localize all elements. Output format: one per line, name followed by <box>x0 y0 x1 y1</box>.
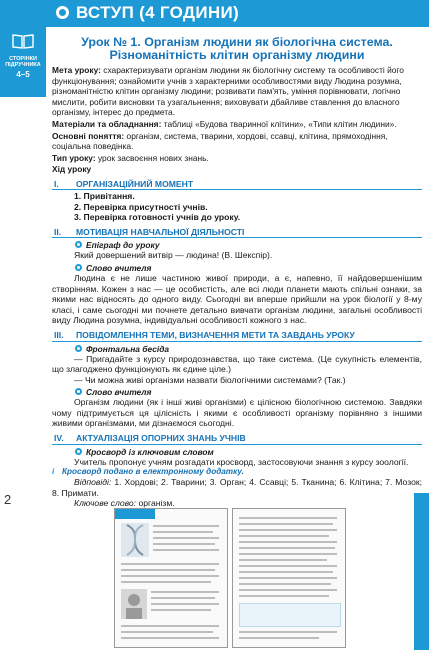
text-line <box>121 563 219 565</box>
sidetab-pages: 4–5 <box>16 70 30 79</box>
type-label: Тип уроку: <box>52 152 96 163</box>
text-line <box>239 565 337 567</box>
teacher-word-subheading <box>52 263 422 273</box>
subheading-label: Фронтальна бесіда <box>86 343 170 354</box>
section-title: АКТУАЛІЗАЦІЯ ОПОРНИХ ЗНАНЬ УЧНІВ <box>76 433 246 444</box>
section-heading-1 <box>52 179 422 191</box>
page-edge-bar <box>414 493 429 650</box>
text-line <box>153 543 215 545</box>
subheading-label: Епіграф до уроку <box>86 240 160 251</box>
list-item: 3. Перевірка готовності учнів до уроку. <box>74 212 241 223</box>
crossword-subheading <box>52 447 422 457</box>
section-number: III. <box>54 330 64 340</box>
answers-label: Відповіді: <box>74 477 112 488</box>
bullet-circle-icon <box>75 264 82 271</box>
subheading-label: Слово вчителя <box>86 387 152 398</box>
concepts-label: Основні поняття: <box>52 130 125 141</box>
text-line <box>153 525 219 527</box>
electronic-note <box>52 467 422 477</box>
section-heading-4 <box>52 433 422 445</box>
chapter-title: ВСТУП (4 ГОДИНИ) <box>76 3 239 22</box>
text-line <box>153 537 219 539</box>
lesson-flow-label: Хід уроку <box>52 164 92 175</box>
sidetab-line1: СТОРІНКИ <box>9 56 37 62</box>
section-title: МОТИВАЦІЯ НАВЧАЛЬНОЇ ДІЯЛЬНОСТІ <box>76 226 245 237</box>
textbook-page-thumbnail-left <box>114 508 228 648</box>
type-text: урок засвоєння нових знань. <box>97 152 209 163</box>
text-line <box>239 529 337 531</box>
epigraph-subheading <box>52 240 422 250</box>
section-heading-3 <box>52 330 422 342</box>
text-line <box>239 523 333 525</box>
text-line <box>239 541 337 543</box>
text-line <box>153 549 219 551</box>
epigraph-text: Який довершений витвір — людина! (В. Шекспір). <box>74 250 273 261</box>
org-moment-list <box>52 191 422 223</box>
frontal-talk-text-2: — Чи можна живі організми назвати біологічними системами? (Так.) <box>74 374 346 385</box>
key-label: Ключове слово: <box>74 498 137 509</box>
frontal-talk-text-1: — Пригадайте з курсу природознавства, що таке система. (Це сукупність елементів, що злагоджено функціонують як єдине ціле.) <box>52 353 422 375</box>
circle-icon <box>56 6 69 19</box>
lesson-type <box>52 153 422 164</box>
text-line <box>121 575 219 577</box>
bullet-circle-icon <box>75 448 82 455</box>
text-line <box>121 637 219 639</box>
crossword-text: Учитель пропонує учням розгадати кросворд, застосовуючи знання з курсу зоології. <box>74 456 409 467</box>
goal-text: схарактеризувати організм людини як біологічну систему та особливості його функціонування; ознайомити учнів з характерними особливостями виду Людина розумна, різноманітністю клітин організму людини; розвивати пам'ять, уміння порівнювати, логічно мислити, робити висновки та узагальнення; виховувати дбайливе ставлення до власного організму, інтерес до предмета. <box>52 65 404 118</box>
text-line <box>239 559 327 561</box>
section-number: II. <box>54 226 62 237</box>
text-line <box>239 589 337 591</box>
text-line <box>239 517 337 519</box>
frontal-talk-subheading <box>52 344 422 354</box>
lesson-materials <box>52 119 422 130</box>
list-item: 2. Перевірка присутності учнів. <box>74 201 208 212</box>
dna-image <box>121 523 149 557</box>
teacher-word-text-2: Організм людини (як і інші живі організми) є цілісною біологічною системою. Завдяки чому підтримується ця цілісність і якими є особливості організму порівняно з іншими живими організмами, ми дізнаємося сьогодні. <box>52 397 422 429</box>
crossword-answers <box>52 477 422 498</box>
sidetab-line2: ПІДРУЧНИКА <box>5 62 41 68</box>
textbook-pages-tab <box>0 27 46 97</box>
text-line <box>121 581 211 583</box>
text-line <box>239 583 331 585</box>
goal-label: Мета уроку: <box>52 65 101 75</box>
key-text: організм. <box>138 498 175 509</box>
page-number: 2 <box>4 492 12 507</box>
text-line <box>239 577 337 579</box>
materials-text: таблиці «Будова тваринної клітини», «Типи клітин людини». <box>163 118 397 129</box>
list-item: 1. Привітання. <box>74 191 135 202</box>
text-line <box>151 591 219 593</box>
teacher-word-text: Людина є не лише частиною живої природи, а є, напевно, її найдовершенішим створінням. Кожен з нас — це особистість, але всі люди планети мають спільні ознаки, за якими нас відносять до одного виду. Сьогодні ви вперше прийшли на урок біології у 8-му класі, і саме сьогодні ми почнете детально вивчати організм людини, загальні особливості виду Людина розумна, індивідуальні особливості кожного з нас. <box>52 273 422 326</box>
lesson-concepts <box>52 131 422 152</box>
portrait-image <box>121 589 147 619</box>
info-icon: i <box>52 467 55 477</box>
lesson-content <box>52 36 422 509</box>
text-line <box>121 625 219 627</box>
text-line <box>151 603 219 605</box>
text-line <box>239 547 335 549</box>
concepts-text: організм, система, тварини, хордові, ссавці, клітина, прямоходіння, соціальна поведінка. <box>52 130 388 152</box>
section-number: IV. <box>54 433 64 444</box>
text-line <box>239 553 337 555</box>
text-line <box>239 631 337 633</box>
text-line <box>153 531 213 533</box>
section-title: ПОВІДОМЛЕННЯ ТЕМИ, ВИЗНАЧЕННЯ МЕТИ ТА ЗАВДАНЬ УРОКУ <box>76 330 355 340</box>
materials-label: Матеріали та обладнання: <box>52 118 162 129</box>
book-icon <box>12 33 34 49</box>
highlight-box <box>239 603 341 627</box>
teacher-word-subheading-2 <box>52 387 422 397</box>
chapter-header-bar <box>0 0 429 27</box>
textbook-page-thumbnail-right <box>232 508 346 648</box>
text-line <box>239 637 319 639</box>
text-line <box>151 597 215 599</box>
bullet-circle-icon <box>75 345 82 352</box>
thumbnail-header <box>115 509 155 519</box>
lesson-title <box>52 36 422 62</box>
text-line <box>121 569 215 571</box>
answers-text: 1. Хордові; 2. Тварини; 3. Орган; 4. Ссавці; 5. Тканина; 6. Клітина; 7. Мозок; 8. Примати. <box>52 477 423 498</box>
lesson-goal <box>52 65 422 118</box>
text-line <box>239 535 329 537</box>
section-number: I. <box>54 178 59 189</box>
text-line <box>239 571 333 573</box>
text-line <box>151 609 211 611</box>
lesson-title-line1: Урок № 1. Організм людини як біологічна система. <box>81 35 393 49</box>
subheading-label: Кросворд із ключовим словом <box>86 446 214 457</box>
lesson-title-line2: Різноманітність клітин організму людини <box>109 48 365 62</box>
section-heading-2 <box>52 227 422 239</box>
section-title: ОРГАНІЗАЦІЙНИЙ МОМЕНТ <box>76 178 194 189</box>
text-line <box>239 595 329 597</box>
subheading-label: Слово вчителя <box>86 263 152 274</box>
electronic-note-text: Кросворд подано в електронному додатку. <box>62 467 244 477</box>
text-line <box>121 631 213 633</box>
